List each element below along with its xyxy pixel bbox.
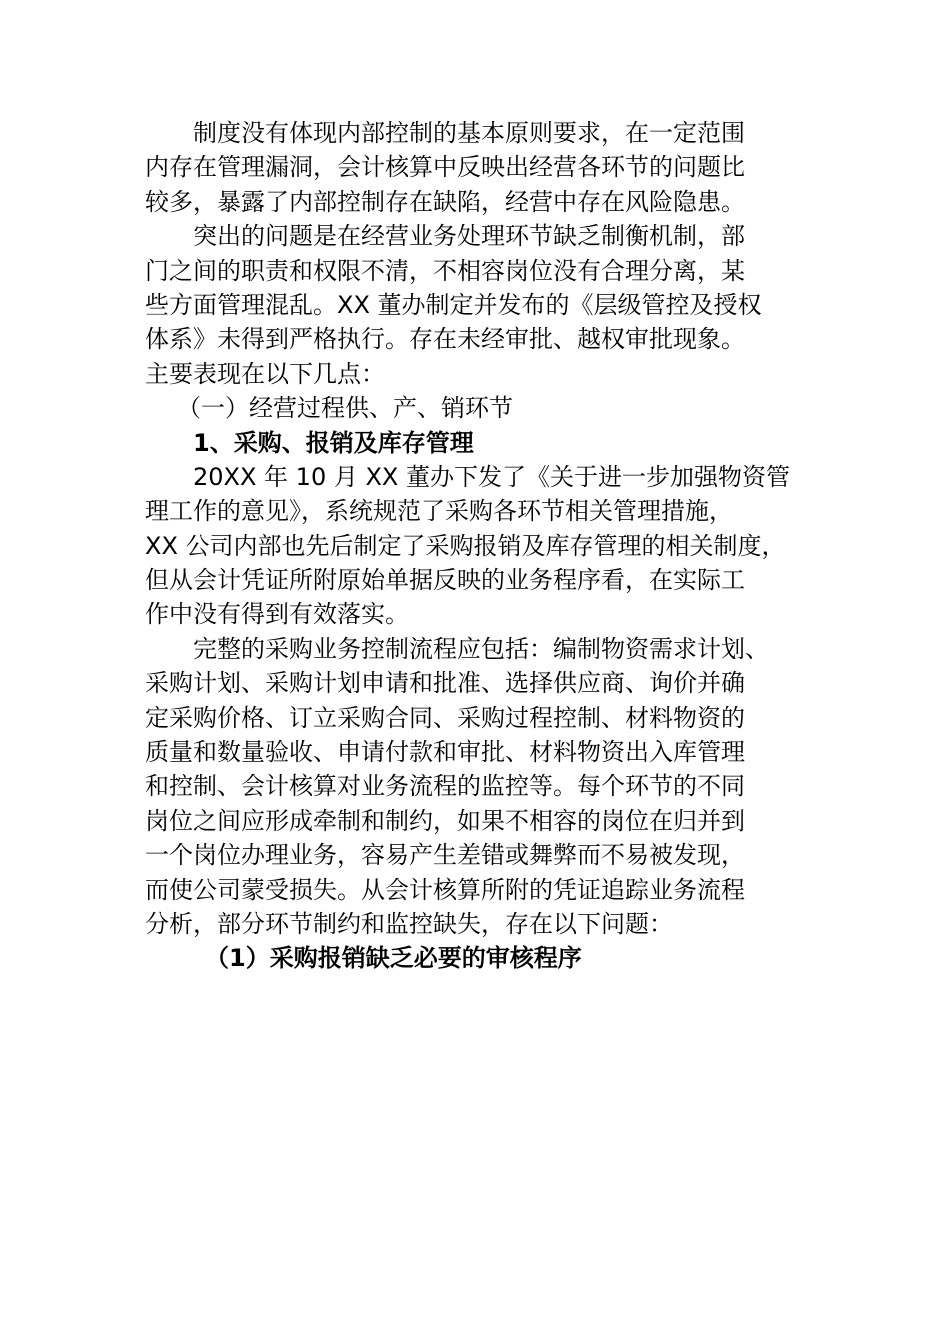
paragraph-line: 岗位之间应形成牵制和制约，如果不相容的岗位在归并到 (145, 806, 745, 835)
paragraph-line: 作中没有得到有效落实。 (145, 600, 409, 629)
paragraph-line: 突出的问题是在经营业务处理环节缺乏制衡机制，部 (193, 222, 745, 251)
paragraph-line: 而使公司蒙受损失。从会计核算所附的凭证追踪业务流程 (145, 875, 745, 904)
paragraph-line: 完整的采购业务控制流程应包括：编制物资需求计划、 (193, 634, 769, 663)
paragraph-line: 主要表现在以下几点： (145, 359, 385, 388)
paragraph-line: 内存在管理漏洞，会计核算中反映出经营各环节的问题比 (145, 153, 745, 182)
paragraph-line: 质量和数量验收、申请付款和审批、材料物资出入库管理 (145, 738, 745, 767)
paragraph-line: 20XX 年 10 月 XX 董办下发了《关于进一步加强物资管 (193, 462, 790, 491)
paragraph-line: 一个岗位办理业务，容易产生差错或舞弊而不易被发现， (145, 841, 745, 870)
section-heading: （一）经营过程供、产、销环节 (177, 394, 513, 423)
paragraph-line: 理工作的意见》，系统规范了采购各环节相关管理措施， (145, 497, 733, 526)
paragraph-line: XX 公司内部也先后制定了采购报销及库存管理的相关制度， (145, 531, 786, 560)
document-body (145, 116, 817, 976)
paragraph-line: 分析，部分环节制约和监控缺失，存在以下问题： (145, 909, 673, 938)
paragraph-line: 制度没有体现内部控制的基本原则要求，在一定范围 (193, 119, 745, 147)
paragraph-line: 门之间的职责和权限不清，不相容岗位没有合理分离，某 (145, 256, 745, 285)
paragraph-line: 定采购价格、订立采购合同、采购过程控制、材料物资的 (145, 703, 745, 732)
paragraph-line: 采购计划、采购计划申请和批准、选择供应商、询价并确 (145, 669, 745, 698)
paragraph-line: 体系》未得到严格执行。存在未经审批、越权审批现象。 (145, 325, 745, 354)
paragraph-line: 和控制、会计核算对业务流程的监控等。每个环节的不同 (145, 772, 745, 801)
paragraph-line: 较多，暴露了内部控制存在缺陷，经营中存在风险隐患。 (145, 187, 745, 216)
paragraph-line: 但从会计凭证所附原始单据反映的业务程序看，在实际工 (145, 566, 745, 595)
item-heading: （1）采购报销缺乏必要的审核程序 (205, 944, 582, 973)
paragraph-line: 些方面管理混乱。XX 董办制定并发布的《层级管控及授权 (145, 290, 762, 319)
subsection-heading: 1、采购、报销及库存管理 (193, 428, 474, 457)
